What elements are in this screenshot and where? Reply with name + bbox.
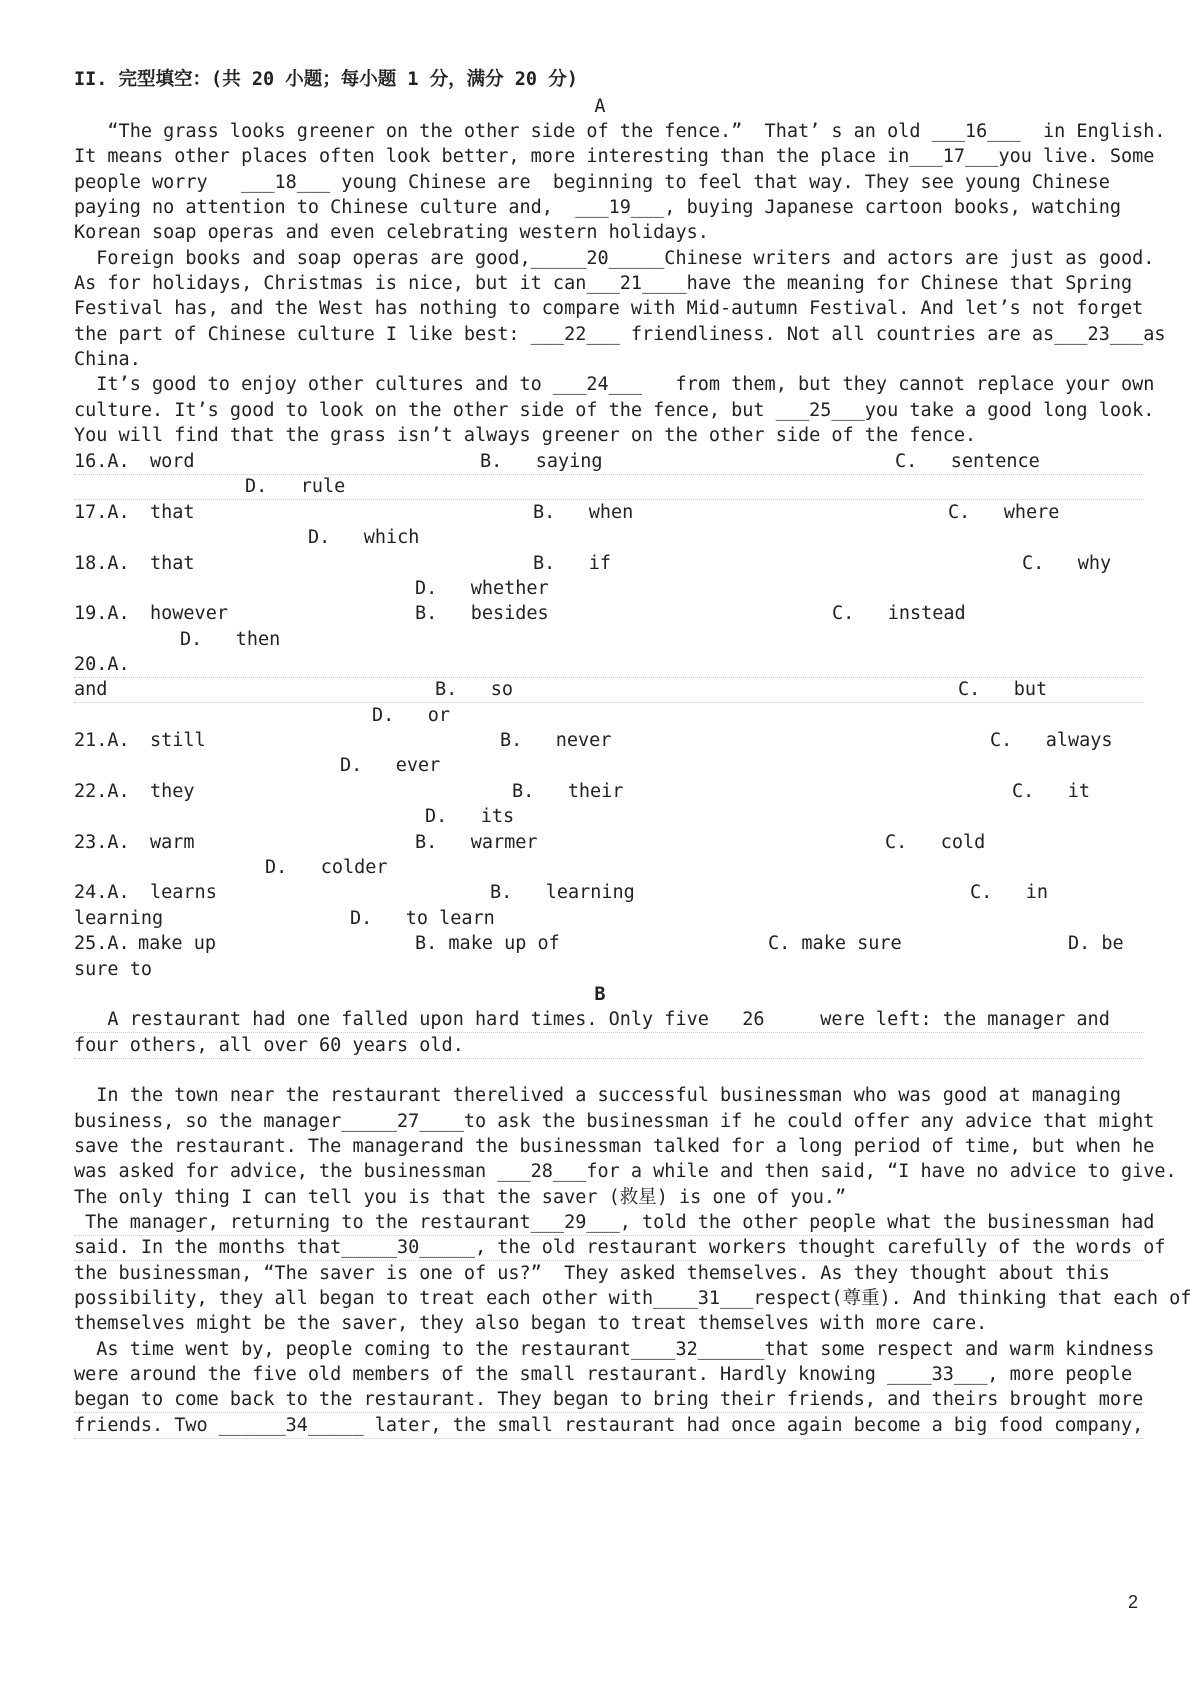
option-d: D. then — [180, 629, 281, 650]
option-c: C. make sure — [768, 933, 902, 954]
option-d: D. which — [308, 527, 420, 548]
option-d: D. whether — [415, 578, 549, 599]
option-a: still — [150, 730, 206, 751]
passage-a-line: people worry ___18___ young Chinese are beginning to feel that way. They see young Chinese — [74, 172, 1110, 193]
passage-a-line: It means other places often look better, more interesting than the place in___17___you live. Some — [74, 146, 1155, 167]
option-b: B. so — [435, 679, 513, 700]
passage-b-line: The manager, returning to the restaurant___29___, told the other people what the businessman had — [74, 1209, 1144, 1236]
option-c: C. in — [970, 882, 1048, 903]
passage-b-line: said. In the months that_____30_____, the old restaurant workers thought carefully of the words of — [74, 1234, 1144, 1261]
passage-b-line: A restaurant had one falled upon hard times. Only five 26 were left: the manager and — [74, 1006, 1144, 1033]
option-c: C. why — [1022, 553, 1112, 574]
option-b: B. learning — [490, 882, 635, 903]
section-title: II. 完型填空：(共 20 小题；每小题 1 分，满分 20 分) — [74, 69, 578, 90]
question-row-20 — [74, 651, 1144, 678]
passage-a-line: Foreign books and soap operas are good,_____20_____Chinese writers and actors are just as good. — [74, 248, 1155, 269]
passage-a-label: A — [594, 96, 606, 117]
option-d: D. rule — [245, 476, 346, 497]
option-c: C. always — [990, 730, 1113, 751]
option-b: B. if — [533, 553, 611, 574]
passage-a-line: China. — [74, 349, 141, 370]
passage-a-line: “The grass looks greener on the other side of the fence.” That’ s an old ___16___ in English. — [74, 121, 1166, 142]
question-number: 18.A. — [74, 553, 130, 574]
option-d-continued: sure to — [74, 959, 152, 980]
passage-a-line: Festival has, and the West has nothing to compare with Mid-autumn Festival. And let’s not forget — [74, 298, 1144, 319]
option-c: C. but — [958, 679, 1048, 700]
option-a: that — [150, 502, 195, 523]
passage-b-line: four others, all over 60 years old. — [74, 1032, 1144, 1059]
passage-b-line: was asked for advice, the businessman ___28___for a while and then said, “I have no advice to give. — [74, 1161, 1177, 1182]
option-d: D. its — [425, 806, 515, 827]
passage-b-line: began to come back to the restaurant. They began to bring their friends, and theirs brought more — [74, 1386, 1144, 1413]
question-number: 17.A. — [74, 502, 130, 523]
option-b: B. never — [500, 730, 612, 751]
passage-b-line: the businessman, “The saver is one of us?” They asked themselves. As they thought about this — [74, 1263, 1110, 1284]
option-a: word — [150, 451, 195, 472]
option-d: D. be — [1068, 933, 1124, 954]
question-number: 19.A. — [74, 603, 130, 624]
option-c-continued: learning — [74, 908, 164, 929]
option-b: B. saying — [480, 451, 603, 472]
passage-b-label: B — [594, 984, 606, 1005]
option-b: B. make up of — [415, 933, 560, 954]
question-number: 16.A. — [74, 451, 130, 472]
passage-a-line: You will find that the grass isn’t always greener on the other side of the fence. — [74, 425, 977, 446]
passage-b-line: In the town near the restaurant therelived a successful businessman who was good at managing — [74, 1085, 1121, 1106]
option-c: C. where — [948, 502, 1060, 523]
passage-a-line: Korean soap operas and even celebrating western holidays. — [74, 222, 709, 243]
question-number: 23.A. — [74, 832, 130, 853]
option-a: learns — [150, 882, 217, 903]
option-c: C. it — [1012, 781, 1090, 802]
passage-b-line: friends. Two ______34_____ later, the small restaurant had once again become a big food company, — [74, 1412, 1144, 1439]
passage-b-line: The only thing I can tell you is that the saver (救星) is one of you.” — [74, 1187, 847, 1208]
option-a: they — [150, 781, 195, 802]
option-a: and — [74, 679, 108, 700]
question-number: 25.A. — [74, 933, 130, 954]
option-c: C. sentence — [895, 451, 1040, 472]
question-row-16-cont — [74, 473, 1144, 500]
option-c: C. cold — [885, 832, 986, 853]
option-a: that — [150, 553, 195, 574]
question-number: 24.A. — [74, 882, 130, 903]
option-b: B. warmer — [415, 832, 538, 853]
option-b: B. besides — [415, 603, 549, 624]
passage-b-line: save the restaurant. The managerand the businessman talked for a long period of time, but when he — [74, 1136, 1155, 1157]
option-b: B. their — [512, 781, 624, 802]
passage-a-line: the part of Chinese culture I like best: ___22___ friendliness. Not all countries are as___23___as — [74, 324, 1166, 345]
question-number: 22.A. — [74, 781, 130, 802]
option-d: D. colder — [265, 857, 388, 878]
option-d: D. or — [372, 705, 450, 726]
passage-a-line: culture. It’s good to look on the other side of the fence, but ___25___you take a good long look. — [74, 400, 1155, 421]
option-b: B. when — [533, 502, 634, 523]
passage-b-line: were around the five old members of the small restaurant. Hardly knowing ____33___, more people — [74, 1364, 1133, 1385]
question-number: 21.A. — [74, 730, 130, 751]
passage-a-line: paying no attention to Chinese culture and, ___19___, buying Japanese cartoon books, watching — [74, 197, 1121, 218]
page-number: 2 — [1127, 1592, 1138, 1612]
passage-a-line: As for holidays, Christmas is nice, but it can___21____have the meaning for Chinese that Spring — [74, 273, 1133, 294]
option-a: warm — [150, 832, 195, 853]
passage-b-line: themselves might be the saver, they also began to treat themselves with more care. — [74, 1313, 988, 1334]
passage-b-line: As time went by, people coming to the restaurant____32______that some respect and warm kindness — [74, 1339, 1155, 1360]
passage-a-line: It’s good to enjoy other cultures and to ___24___ from them, but they cannot replace your own — [74, 374, 1155, 395]
option-d: D. ever — [340, 755, 441, 776]
passage-b-line: possibility, they all began to treat each other with____31___respect(尊重). And thinking that each of — [74, 1288, 1192, 1309]
option-a: make up — [138, 933, 216, 954]
option-c: C. instead — [832, 603, 966, 624]
passage-b-line: business, so the manager_____27____to ask the businessman if he could offer any advice that might — [74, 1111, 1155, 1132]
option-a: however — [150, 603, 228, 624]
option-d: D. to learn — [350, 908, 495, 929]
question-number: 20.A. — [74, 654, 130, 675]
